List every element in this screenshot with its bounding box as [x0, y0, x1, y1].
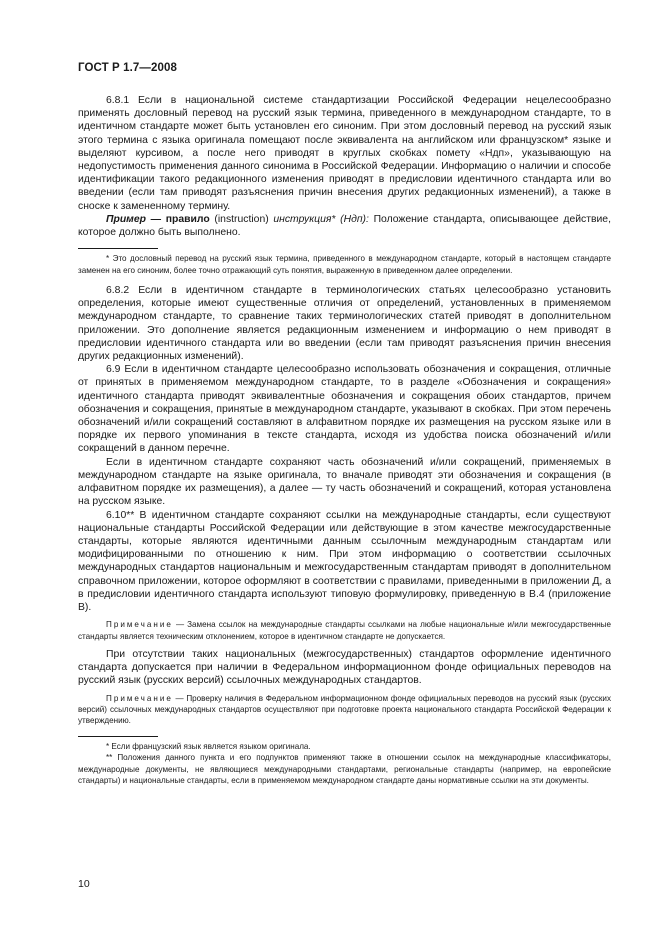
paragraph-6-8-1: 6.8.1 Если в национальной системе стандартизации Российской Федерации нецелесообразно применять дословный перевод на русский язык термина, приведенного в международном стандарте, то в идентичном стандарте может быть установлен его синоним. При этом дословный перевод на русский язык этого термина с языка оригинала помещают после эквивалента на английском или французском* языке и выделяют курсивом, а после него приводят в круглых скобках помету «Ндп», указывающую на недопустимость применения данного синонима в Российской Федерации. Информацию о наличии и способе идентификации такого редакционного изменения приводят в предисловии идентичного стандарта или во введении (если там приводят разъяснения причин внесения других редакционных изменений), а также в сноске к замененному термину. [78, 95, 611, 212]
example-paragraph [78, 213, 611, 239]
example-italic: инструкция* (Ндп): [273, 213, 369, 225]
footnote-1: * Это дословный перевод на русский язык термина, приведенного в международном стандарте, который в настоящем стандарте заменен на его синоним, более точно отражающий суть понятия, выраженную в приведенном далее определении. [78, 254, 611, 275]
paragraph-6-10: 6.10** В идентичном стандарте сохраняют ссылки на международные стандарты, если существуют национальные стандарты Российской Федерации или действующие в этом качестве межгосударственные стандарты, которые являются идентичными данным ссылочным международным стандартам или модифицированными по отношению к ним. При этом информацию о соответствии ссылочных международных стандартов национальным и межгосударственным стандартам приводят в дополнительном справочном приложении, которое оформляют в соответствии с правилами, приведенными в приложении Д, а в предисловии идентичного стандарта используют типовую формулировку, приведенную в В.4 (приложение В). [78, 509, 611, 613]
example-definition: Положение стандарта, описывающее действие, которое должно быть выполнено. [78, 213, 611, 239]
example-middle: (instruction) [209, 213, 274, 225]
note-1 [78, 619, 611, 642]
note-1-label: Примечание [106, 620, 173, 630]
example-term: правило [165, 213, 210, 225]
note-2-text: — Проверку наличия в Федеральном информационном фонде официальных переводов на русский язык (русских версий) ссылочных международных стандартов осуществляют при подготовке проекта национального стандарта Российской Федерации к утверждению. [78, 693, 611, 726]
page-number: 10 [78, 878, 90, 890]
paragraph-6-9: 6.9 Если в идентичном стандарте целесообразно использовать обозначения и сокращения, отличные от принятых в применяемом международном стандарте, то в разделе «Обозначения и сокращения» идентичного стандарта приводят эквивалентные обозначения и сокращения обоих стандартов, причем обозначения и сокращения, принятые в международном стандарте, указывают в скобках. При этом перечень обозначений и/или сокращений составляют в алфавитном порядке их размещения на русском языке или в порядке их первого упоминания в тексте стандарта, исходя из удобства поиска обозначений и/или сокращений в данном перечне. [78, 364, 611, 455]
note-2 [78, 693, 611, 727]
note-2-label: Примечание [106, 693, 173, 703]
paragraph-6-8-2: 6.8.2 Если в идентичном стандарте в терминологических статьях целесообразно установить определения, которые имеют существенные отличия от определений, установленных в применяемом международном стандарте, то сравнение таких терминологических статей приводят в дополнительном приложении. Это дополнение является редакционным изменением и информацию о нем приводят в предисловии идентичного стандарта или во введении (если там приводят разъяснения причин внесения других редакционных изменений). [78, 285, 611, 363]
note-1-text: — Замена ссылок на международные стандарты ссылками на любые национальные и/или межгосударственные стандарты является техническим отклонением, которое в идентичном стандарте не допускается. [78, 620, 611, 641]
footnote-divider [78, 248, 158, 249]
document-header: ГОСТ Р 1.7—2008 [78, 62, 177, 74]
paragraph-6-9-continued: Если в идентичном стандарте сохраняют часть обозначений и/или сокращений, применяемых в международном стандарте на языке оригинала, то вначале приводят эти обозначения и сокращения (в алфавитном порядке их размещения), а далее — ту часть обозначений и сокращений, которая установлена на русском языке. [78, 456, 611, 508]
document-body [78, 94, 611, 786]
example-label: Пример — [106, 213, 162, 225]
footnote-2: * Если французский язык является языком оригинала. [106, 741, 311, 751]
footnote-divider-2 [78, 736, 158, 737]
footnote-3: ** Положения данного пункта и его подпунктов применяют также в отношении ссылок на международные классификаторы, международные документы, не являющиеся международными стандартами, региональные стандарты (например, на европейские стандарты) и национальные стандарты, если в применяемом международном стандарте даны нормативные ссылки на эти документы. [78, 753, 611, 785]
paragraph-6-10-continued: При отсутствии таких национальных (межгосударственных) стандартов оформление идентичного стандарта допускается при наличии в Федеральном информационном фонде официальных переводов на русский язык (русских версий) ссылочных международных стандартов. [78, 648, 611, 687]
